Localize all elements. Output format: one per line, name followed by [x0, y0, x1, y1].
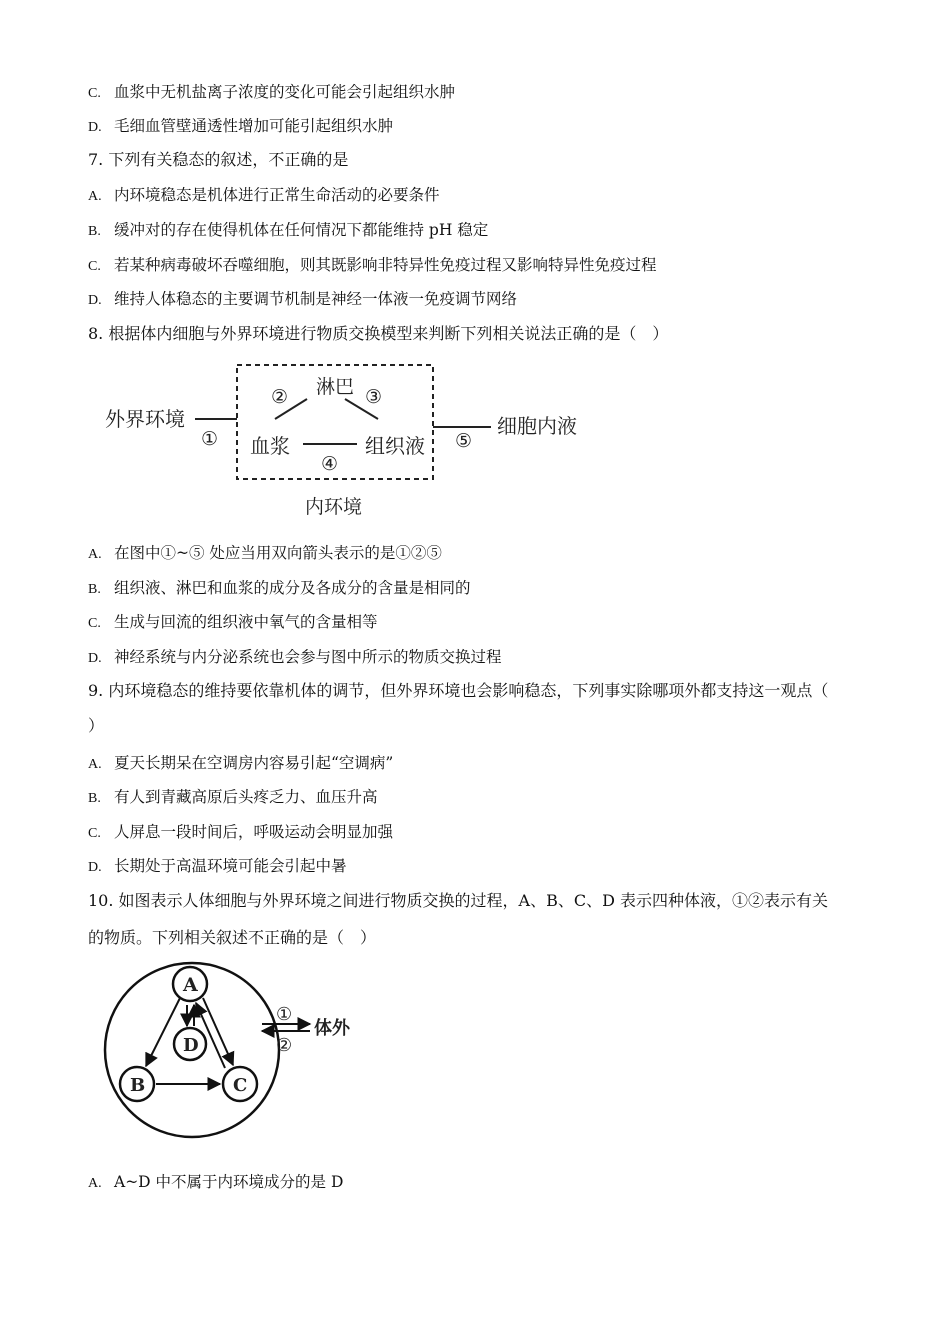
q7-option-c — [88, 255, 657, 277]
label-lymph: 淋巴 — [316, 376, 355, 398]
q6-option-d — [88, 116, 393, 138]
option-text: 人屏息一段时间后，呼吸运动会明显加强 — [114, 823, 394, 841]
option-label: A. — [88, 189, 102, 204]
option-text: 血浆中无机盐离子浓度的变化可能会引起组织水肿 — [114, 83, 456, 101]
option-label: D. — [88, 293, 102, 308]
marker-5: ⑤ — [455, 430, 473, 452]
option-text: 长期处于高温环境可能会引起中暑 — [114, 857, 347, 875]
marker-2: ② — [276, 1035, 293, 1056]
option-label: A. — [88, 547, 102, 562]
q10-stem: 10. 如图表示人体细胞与外界环境之间进行物质交换的过程，A、B、C、D 表示四种体液，①②表示有关 — [88, 891, 829, 910]
option-label: C. — [88, 616, 101, 631]
label-b: B — [130, 1075, 146, 1096]
q6-option-c — [88, 82, 455, 104]
q8-option-c — [88, 612, 378, 634]
option-text: A~D 中不属于内环境成分的是 D — [114, 1173, 344, 1191]
option-label: D. — [88, 860, 102, 875]
q9-stem-cont: ） — [88, 716, 105, 735]
q7-option-b — [88, 220, 488, 242]
option-text: 缓冲对的存在使得机体在任何情况下都能维持 pH 稳定 — [114, 221, 489, 239]
marker-3: ③ — [365, 386, 383, 408]
marker-1: ① — [201, 428, 219, 450]
q9-option-a — [88, 753, 393, 775]
marker-4: ④ — [321, 453, 339, 475]
option-label: B. — [88, 582, 101, 597]
marker-2: ② — [271, 386, 289, 408]
q9-stem: 9. 内环境稳态的维持要依靠机体的调节，但外界环境也会影响稳态，下列事实除哪项外都支持这一观点（ — [88, 681, 829, 700]
q9-option-c — [88, 822, 393, 844]
option-label: D. — [88, 120, 102, 135]
q7-option-d — [88, 289, 517, 311]
label-d: D — [183, 1035, 199, 1056]
option-text: 在图中①~⑤ 处应当用双向箭头表示的是①②⑤ — [114, 544, 442, 562]
option-label: D. — [88, 651, 102, 666]
label-plasma: 血浆 — [250, 434, 290, 458]
option-label: B. — [88, 224, 101, 239]
q9-option-d — [88, 856, 347, 878]
label-tissue-fluid: 组织液 — [365, 434, 425, 458]
label-a: A — [183, 974, 198, 996]
label-outside: 体外 — [314, 1018, 350, 1039]
option-label: C. — [88, 826, 101, 841]
q7-option-a — [88, 185, 440, 207]
label-c: C — [233, 1075, 248, 1096]
option-text: 维持人体稳态的主要调节机制是神经一体液一免疫调节网络 — [114, 290, 518, 308]
option-label: B. — [88, 791, 101, 806]
option-text: 若某种病毒破坏吞噬细胞，则其既影响非特异性免疫过程又影响特异性免疫过程 — [114, 256, 657, 274]
option-label: C. — [88, 86, 101, 101]
q9-option-b — [88, 787, 378, 809]
option-text: 神经系统与内分泌系统也会参与图中所示的物质交换过程 — [114, 648, 502, 666]
q8-option-b — [88, 578, 471, 600]
option-text: 毛细血管壁通透性增加可能引起组织水肿 — [114, 117, 394, 135]
q10-body-fluid-diagram — [100, 960, 360, 1140]
option-label: C. — [88, 259, 101, 274]
q10-stem-cont: 的物质。下列相关叙述不正确的是（ ） — [88, 928, 377, 947]
q8-exchange-diagram — [95, 355, 595, 525]
option-text: 夏天长期呆在空调房内容易引起“空调病” — [114, 754, 394, 772]
option-text: 有人到青藏高原后头疼乏力、血压升高 — [114, 788, 378, 806]
option-label: A. — [88, 757, 102, 772]
option-text: 生成与回流的组织液中氧气的含量相等 — [114, 613, 378, 631]
option-text: 组织液、淋巴和血浆的成分及各成分的含量是相同的 — [114, 579, 471, 597]
q10-option-a — [88, 1172, 343, 1194]
option-text: 内环境稳态是机体进行正常生命活动的必要条件 — [114, 186, 440, 204]
label-intracellular: 细胞内液 — [497, 414, 577, 438]
q8-stem: 8. 根据体内细胞与外界环境进行物质交换模型来判断下列相关说法正确的是（ ） — [88, 324, 669, 343]
option-label: A. — [88, 1176, 102, 1191]
q7-stem: 7. 下列有关稳态的叙述，不正确的是 — [88, 150, 349, 169]
label-internal-env: 内环境 — [305, 496, 363, 518]
q8-option-a — [88, 543, 442, 565]
q8-option-d — [88, 647, 502, 669]
marker-1: ① — [276, 1004, 293, 1025]
arrow-a-to-c — [203, 998, 233, 1065]
label-outside: 外界环境 — [105, 407, 185, 431]
arrow-a-to-b — [146, 998, 180, 1066]
